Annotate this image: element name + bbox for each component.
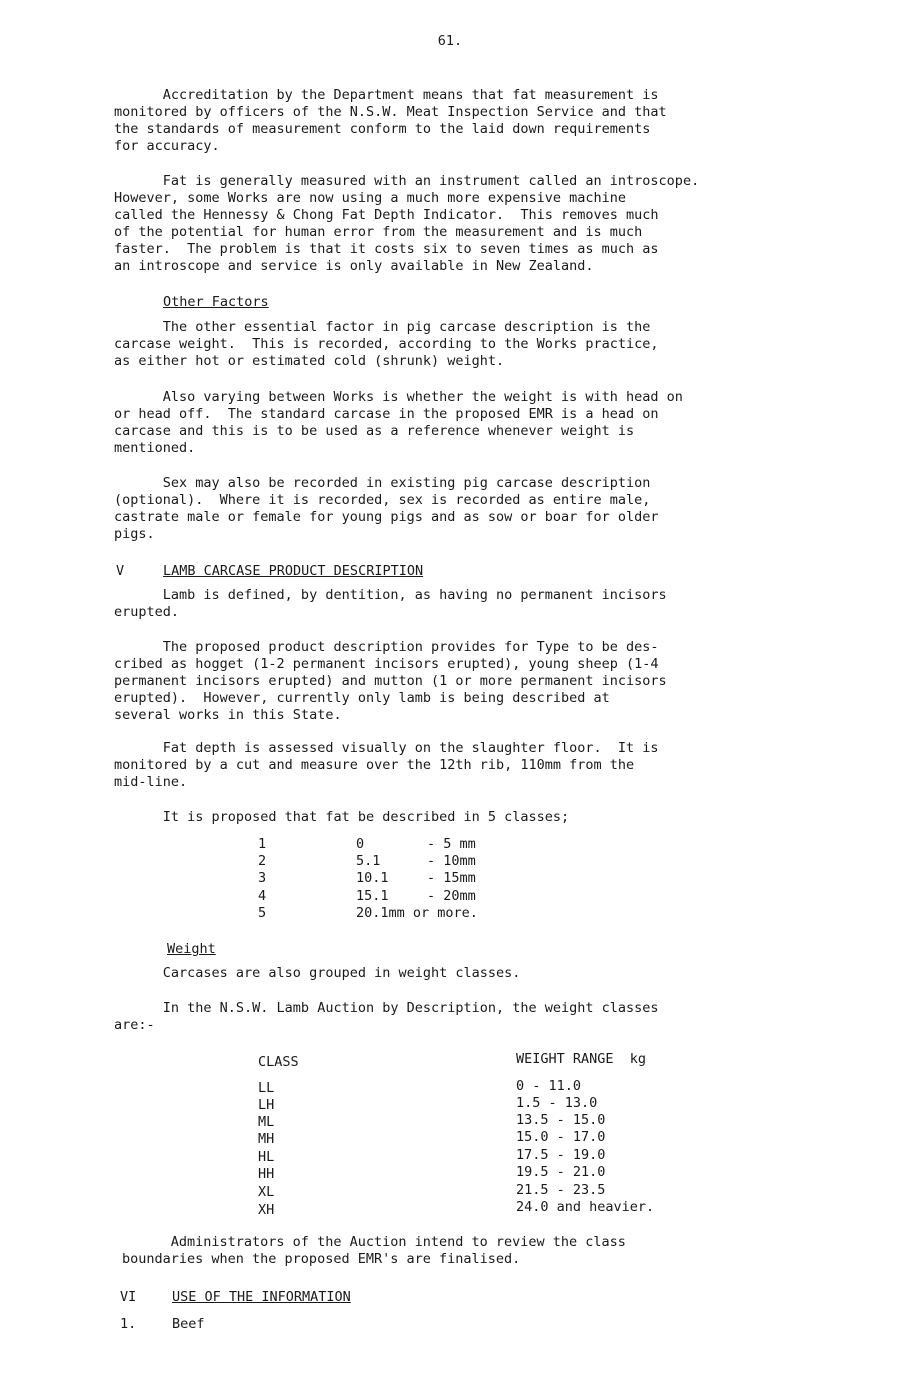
fat-class-from: 0 — [356, 836, 365, 852]
paragraph-head-on-off: Also varying between Works is whether the weight is with head on or head off. The standard carcase in the proposed EMR is a head on carcase and this is to be used as a reference whenever weight is mentioned. — [114, 389, 683, 456]
heading-weight: Weight — [167, 941, 216, 957]
weight-range: 21.5 - 23.5 — [516, 1182, 606, 1198]
fat-class-from: 5.1 — [356, 853, 381, 869]
section-v-title: LAMB CARCASE PRODUCT DESCRIPTION — [163, 563, 424, 579]
paragraph-fat-measurement: Fat is generally measured with an instrument called an introscope. However, some Works are now using a much more expensive machine called the Hennessy & Chong Fat Depth Indicator. This removes much of the potential for human error from the measurement and is much faster. The problem is that it costs six to seven times as much as an introscope and service is only available in New Zealand. — [114, 173, 700, 274]
heading-other-factors: Other Factors — [163, 294, 269, 310]
paragraph-lamb-definition: Lamb is defined, by dentition, as having no permanent incisors erupted. — [114, 587, 667, 620]
section-vi-number: VI — [120, 1289, 137, 1305]
paragraph-sex: Sex may also be recorded in existing pig carcase description (optional). Where it is recorded, sex is recorded as entire male, castrate male or female for young pigs and as sow or boar for older pigs. — [114, 475, 659, 542]
weight-class: LL — [258, 1080, 275, 1096]
weight-range: 24.0 and heavier. — [516, 1199, 655, 1215]
section-vi-title: USE OF THE INFORMATION — [172, 1289, 351, 1305]
fat-class-number: 1 — [258, 836, 267, 852]
weight-range: 17.5 - 19.0 — [516, 1147, 606, 1163]
fat-class-from: 10.1 — [356, 870, 389, 886]
fat-class-to: - 10mm — [427, 853, 476, 869]
fat-class-number: 5 — [258, 905, 267, 921]
weight-class: HL — [258, 1149, 275, 1165]
weight-class: XL — [258, 1184, 275, 1200]
weight-range: 1.5 - 13.0 — [516, 1095, 598, 1111]
fat-class-from: 15.1 — [356, 888, 389, 904]
fat-class-from: 20.1mm or more. — [356, 905, 478, 921]
weight-table-range-header: WEIGHT RANGE kg — [516, 1051, 647, 1067]
weight-class: HH — [258, 1166, 275, 1182]
paragraph-auction: In the N.S.W. Lamb Auction by Description, the weight classes are:- — [114, 1000, 659, 1033]
page-number: 61. — [437, 33, 463, 49]
weight-range: 0 - 11.0 — [516, 1078, 582, 1094]
fat-class-to: - 5 mm — [427, 836, 476, 852]
fat-class-number: 2 — [258, 853, 267, 869]
fat-class-to: - 15mm — [427, 870, 476, 886]
paragraph-accreditation: Accreditation by the Department means that fat measurement is monitored by officers of the N.S.W. Meat Inspection Service and that the standards of measurement conform to the laid down requirements for accuracy. — [114, 87, 667, 154]
weight-range: 19.5 - 21.0 — [516, 1164, 606, 1180]
weight-class: ML — [258, 1114, 275, 1130]
paragraph-fat-classes-intro: It is proposed that fat be described in 5 classes; — [114, 809, 570, 825]
section-v-number: V — [116, 563, 125, 579]
paragraph-weight-classes: Carcases are also grouped in weight classes. — [114, 965, 521, 981]
list-item-number: 1. — [120, 1316, 137, 1332]
list-item-beef: Beef — [172, 1316, 205, 1332]
paragraph-administrators: Administrators of the Auction intend to review the class boundaries when the proposed EMR's are finalised. — [122, 1234, 626, 1267]
fat-class-to: - 20mm — [427, 888, 476, 904]
weight-class: XH — [258, 1202, 275, 1218]
fat-class-number: 4 — [258, 888, 267, 904]
weight-range: 15.0 - 17.0 — [516, 1129, 606, 1145]
weight-class: MH — [258, 1131, 275, 1147]
paragraph-carcase-weight: The other essential factor in pig carcase description is the carcase weight. This is recorded, according to the Works practice, as either hot or estimated cold (shrunk) weight. — [114, 319, 659, 369]
weight-table-class-header: CLASS — [258, 1054, 299, 1070]
weight-class: LH — [258, 1097, 275, 1113]
paragraph-product-description: The proposed product description provides for Type to be des- cribed as hogget (1-2 permanent incisors erupted), young sheep (1-4 permanent incisors erupted) and mutton (1 or more permanent incisors erupted). However, currently only lamb is being described at several works in this State. — [114, 639, 667, 723]
fat-class-number: 3 — [258, 870, 267, 886]
paragraph-fat-depth: Fat depth is assessed visually on the slaughter floor. It is monitored by a cut and measure over the 12th rib, 110mm from the mid-line. — [114, 740, 659, 790]
weight-range: 13.5 - 15.0 — [516, 1112, 606, 1128]
